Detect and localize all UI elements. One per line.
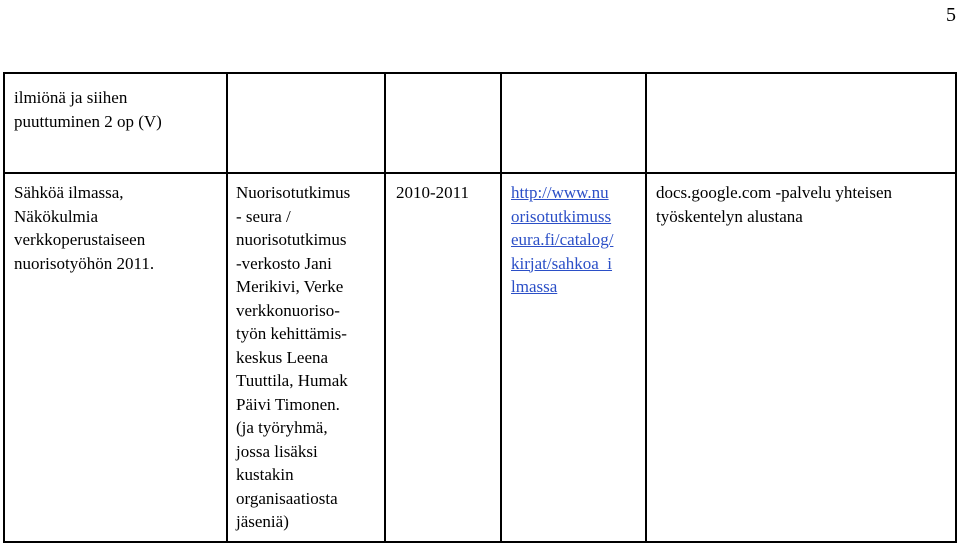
link-line[interactable]: http://www.nu bbox=[511, 183, 609, 202]
table-border-bottom bbox=[3, 541, 957, 543]
course-title-cell bbox=[14, 181, 154, 275]
link-line[interactable]: kirjat/sahkoa_i bbox=[511, 253, 613, 273]
authors-line: -verkosto Jani bbox=[236, 253, 332, 273]
authors-line: Tuuttila, Humak bbox=[236, 371, 348, 390]
table-border-right bbox=[955, 72, 957, 543]
year-cell bbox=[396, 181, 469, 205]
authors-line: Päivi Timonen. bbox=[236, 394, 340, 414]
catalog-link[interactable] bbox=[511, 181, 613, 299]
course-title-cell bbox=[14, 86, 162, 133]
authors-line: työn kehittämis- bbox=[236, 324, 347, 343]
column-divider bbox=[645, 72, 647, 543]
year-text: 2010-2011 bbox=[396, 183, 470, 202]
table-border-top bbox=[3, 72, 957, 74]
authors-line: jäseniä) bbox=[236, 512, 289, 531]
authors-line: kustakin bbox=[236, 465, 294, 484]
column-divider bbox=[384, 72, 386, 543]
column-divider bbox=[226, 72, 228, 543]
page-number: 5 bbox=[946, 4, 956, 26]
column-divider bbox=[500, 72, 502, 543]
course-title-line: Sähköä ilmassa, bbox=[14, 183, 124, 202]
course-title-line: puuttuminen 2 op (V) bbox=[14, 111, 162, 131]
table-row-divider bbox=[3, 172, 957, 174]
course-title-line: Näkökulmia bbox=[14, 206, 99, 226]
link-line[interactable]: eura.fi/catalog/ bbox=[511, 230, 614, 249]
authors-line: (ja työryhmä, bbox=[236, 418, 328, 437]
authors-line: - seura / bbox=[236, 206, 291, 226]
course-title-line: verkkoperustaiseen bbox=[14, 230, 146, 249]
authors-line: organisaatiosta bbox=[236, 488, 338, 508]
authors-line: Merikivi, Verke bbox=[236, 277, 344, 296]
authors-line: Nuorisotutkimus bbox=[236, 183, 351, 202]
link-line[interactable]: lmassa bbox=[511, 277, 558, 296]
authors-cell bbox=[236, 181, 350, 534]
course-title-line: ilmiönä ja siihen bbox=[14, 88, 128, 107]
note-cell bbox=[656, 181, 892, 228]
authors-line: jossa lisäksi bbox=[236, 441, 318, 461]
authors-line: verkkonuoriso- bbox=[236, 300, 340, 320]
table-border-left bbox=[3, 72, 5, 543]
note-line: työskentelyn alustana bbox=[656, 206, 803, 226]
authors-line: nuorisotutkimus bbox=[236, 230, 347, 249]
course-title-line: nuorisotyöhön 2011. bbox=[14, 253, 155, 273]
link-line[interactable]: orisotutkimuss bbox=[511, 206, 612, 226]
note-line: docs.google.com -palvelu yhteisen bbox=[656, 183, 893, 202]
authors-line: keskus Leena bbox=[236, 347, 329, 367]
